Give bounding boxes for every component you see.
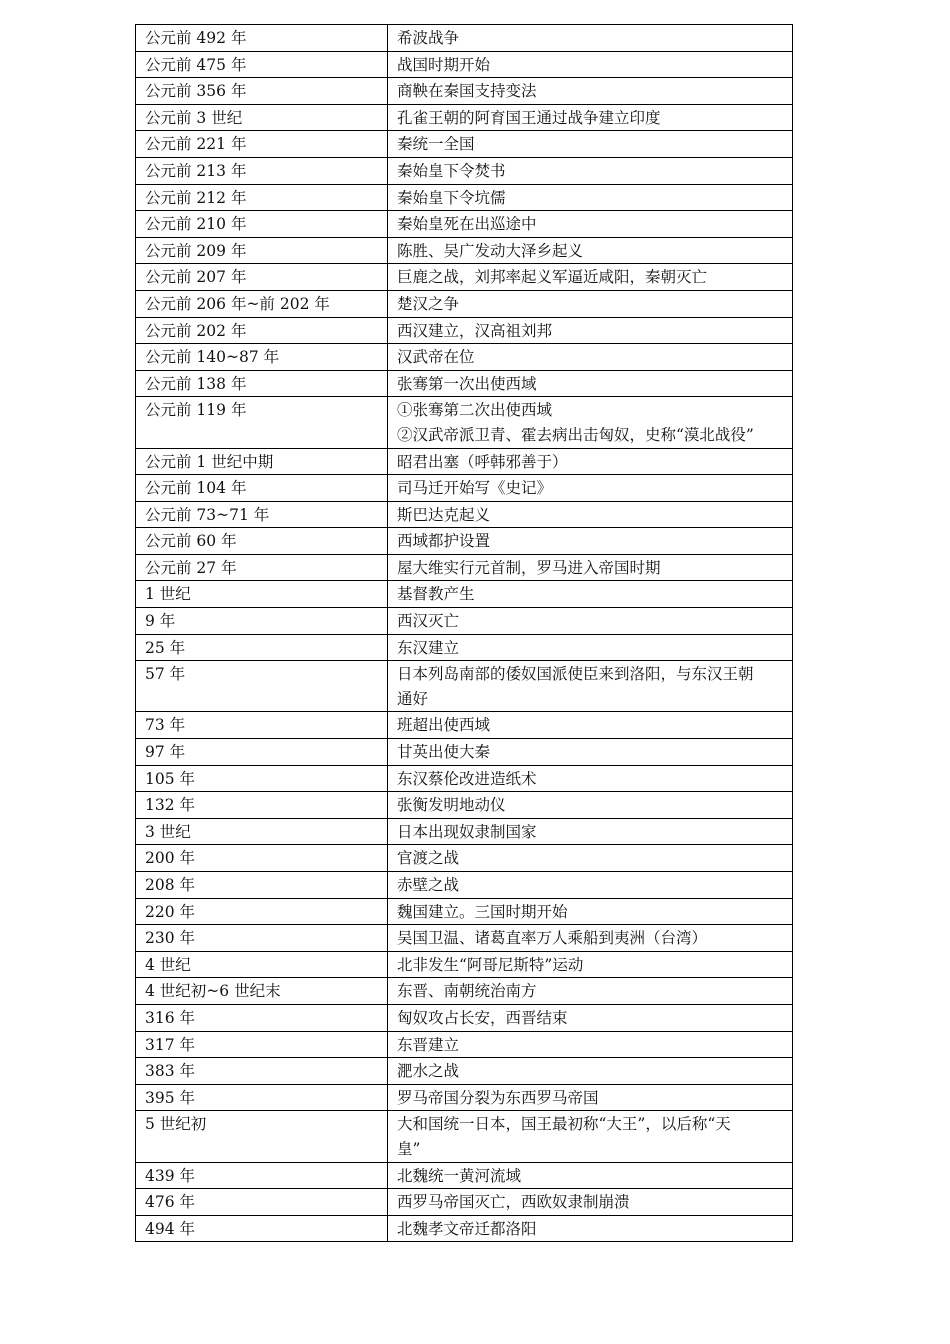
date-cell: 383 年	[136, 1058, 388, 1085]
table-row	[136, 344, 793, 371]
event-cell	[388, 792, 793, 819]
event-cell	[388, 661, 793, 712]
event-cell	[388, 51, 793, 78]
table-row	[136, 951, 793, 978]
date-cell: 公元前 212 年	[136, 184, 388, 211]
event-cell	[388, 370, 793, 397]
table-row	[136, 1084, 793, 1111]
event-text-line: 官渡之战	[397, 849, 460, 868]
event-cell	[388, 1162, 793, 1189]
table-row	[136, 1031, 793, 1058]
event-cell	[388, 898, 793, 925]
date-cell: 316 年	[136, 1004, 388, 1031]
event-text-line: 东汉蔡伦改进造纸术	[397, 769, 537, 788]
event-cell	[388, 712, 793, 739]
table-row	[136, 1058, 793, 1085]
table-row	[136, 397, 793, 448]
date-cell: 476 年	[136, 1189, 388, 1216]
table-row	[136, 1189, 793, 1216]
event-cell	[388, 317, 793, 344]
table-row	[136, 765, 793, 792]
date-cell: 230 年	[136, 925, 388, 952]
event-text-line: ①张骞第二次出使西域	[397, 401, 553, 420]
date-cell: 317 年	[136, 1031, 388, 1058]
event-text-line: 东晋建立	[397, 1035, 460, 1054]
event-text-line: 秦始皇死在出巡途中	[397, 215, 537, 234]
date-cell: 4 世纪初~6 世纪末	[136, 978, 388, 1005]
event-text-line: 西罗马帝国灭亡，西欧奴隶制崩溃	[397, 1193, 630, 1212]
date-cell: 9 年	[136, 608, 388, 635]
date-cell: 439 年	[136, 1162, 388, 1189]
event-cell	[388, 344, 793, 371]
event-text-line: 张骞第一次出使西域	[397, 374, 537, 393]
event-cell	[388, 978, 793, 1005]
event-cell	[388, 925, 793, 952]
table-row	[136, 845, 793, 872]
date-cell: 公元前 356 年	[136, 78, 388, 105]
table-row	[136, 475, 793, 502]
date-cell: 395 年	[136, 1084, 388, 1111]
event-text-line: 赤壁之战	[397, 876, 460, 894]
date-cell: 73 年	[136, 712, 388, 739]
event-cell	[388, 818, 793, 845]
table-row	[136, 51, 793, 78]
table-row	[136, 370, 793, 397]
table-row	[136, 501, 793, 528]
event-cell	[388, 1058, 793, 1085]
event-text-line: 西汉建立，汉高祖刘邦	[397, 321, 553, 340]
table-row	[136, 157, 793, 184]
event-cell	[388, 157, 793, 184]
date-cell: 220 年	[136, 898, 388, 925]
table-row	[136, 554, 793, 581]
event-cell	[388, 1111, 793, 1162]
date-cell: 公元前 60 年	[136, 528, 388, 555]
event-cell	[388, 290, 793, 317]
event-text-line: 西域都护设置	[397, 532, 491, 551]
date-cell: 公元前 207 年	[136, 264, 388, 291]
event-cell	[388, 845, 793, 872]
event-cell	[388, 264, 793, 291]
event-cell	[388, 131, 793, 158]
date-cell: 200 年	[136, 845, 388, 872]
table-row	[136, 78, 793, 105]
event-cell	[388, 104, 793, 131]
table-row	[136, 634, 793, 661]
event-cell	[388, 554, 793, 581]
table-row	[136, 1004, 793, 1031]
table-row	[136, 211, 793, 238]
event-cell	[388, 78, 793, 105]
table-row	[136, 104, 793, 131]
table-row	[136, 792, 793, 819]
date-cell: 公元前 221 年	[136, 131, 388, 158]
table-row	[136, 1111, 793, 1162]
event-cell	[388, 1189, 793, 1216]
date-cell: 公元前 492 年	[136, 25, 388, 52]
event-cell	[388, 872, 793, 899]
event-cell	[388, 211, 793, 238]
event-text-line: 秦始皇下令焚书	[397, 161, 506, 180]
table-row	[136, 978, 793, 1005]
event-text-line: 日本列岛南部的倭奴国派使臣来到洛阳，与东汉王朝	[397, 665, 754, 684]
event-cell	[388, 184, 793, 211]
event-cell	[388, 1031, 793, 1058]
event-text-line: 巨鹿之战，刘邦率起义军逼近咸阳，秦朝灭亡	[397, 268, 708, 287]
event-text-line: 甘英出使大秦	[397, 743, 491, 762]
event-cell	[388, 475, 793, 502]
event-text-line: 商鞅在秦国支持变法	[397, 82, 537, 101]
event-cell	[388, 501, 793, 528]
event-text-line: 东汉建立	[397, 638, 460, 657]
event-cell	[388, 397, 793, 448]
event-text-line: 希波战争	[397, 29, 460, 47]
event-text-line: ②汉武帝派卫青、霍去病出击匈奴，史称“漠北战役”	[397, 425, 754, 444]
date-cell: 公元前 73~71 年	[136, 501, 388, 528]
table-row	[136, 290, 793, 317]
event-text-line: 北非发生“阿哥尼斯特”运动	[397, 955, 584, 974]
event-cell	[388, 608, 793, 635]
date-cell: 208 年	[136, 872, 388, 899]
event-cell	[388, 1084, 793, 1111]
table-row	[136, 1162, 793, 1189]
event-text-line: 孔雀王朝的阿育国王通过战争建立印度	[397, 108, 661, 127]
event-text-line: 吴国卫温、诸葛直率万人乘船到夷洲（台湾）	[397, 929, 708, 948]
event-text-line: 通好	[397, 689, 429, 708]
event-text-line: 战国时期开始	[397, 55, 491, 74]
table-row	[136, 528, 793, 555]
date-cell: 公元前 213 年	[136, 157, 388, 184]
date-cell: 1 世纪	[136, 581, 388, 608]
event-text-line: 司马迁开始写《史记》	[397, 479, 553, 498]
event-text-line: 魏国建立。三国时期开始	[397, 902, 568, 921]
table-row	[136, 712, 793, 739]
event-cell	[388, 765, 793, 792]
event-text-line: 淝水之战	[397, 1062, 460, 1081]
date-cell: 公元前 140~87 年	[136, 344, 388, 371]
event-cell	[388, 951, 793, 978]
date-cell: 3 世纪	[136, 818, 388, 845]
table-row	[136, 872, 793, 899]
table-row	[136, 25, 793, 52]
date-cell: 公元前 202 年	[136, 317, 388, 344]
event-text-line: 昭君出塞（呼韩邪善于）	[397, 452, 568, 471]
date-cell: 97 年	[136, 739, 388, 766]
event-text-line: 陈胜、吴广发动大泽乡起义	[397, 241, 584, 260]
event-text-line: 西汉灭亡	[397, 612, 460, 631]
table-row	[136, 131, 793, 158]
table-row	[136, 925, 793, 952]
date-cell: 132 年	[136, 792, 388, 819]
table-row	[136, 237, 793, 264]
table-row	[136, 661, 793, 712]
table-row	[136, 264, 793, 291]
event-text-line: 斯巴达克起义	[397, 505, 491, 524]
date-cell: 公元前 209 年	[136, 237, 388, 264]
timeline-table-body	[136, 25, 793, 1242]
table-row	[136, 317, 793, 344]
event-text-line: 张衡发明地动仪	[397, 796, 506, 815]
date-cell: 公元前 1 世纪中期	[136, 448, 388, 475]
event-text-line: 皇”	[397, 1139, 421, 1158]
event-text-line: 北魏孝文帝迁都洛阳	[397, 1219, 537, 1238]
event-text-line: 罗马帝国分裂为东西罗马帝国	[397, 1088, 599, 1107]
event-cell	[388, 634, 793, 661]
date-cell: 公元前 3 世纪	[136, 104, 388, 131]
table-row	[136, 184, 793, 211]
event-cell	[388, 1004, 793, 1031]
event-text-line: 屋大维实行元首制，罗马进入帝国时期	[397, 558, 661, 577]
event-text-line: 楚汉之争	[397, 294, 460, 313]
event-cell	[388, 448, 793, 475]
date-cell: 25 年	[136, 634, 388, 661]
event-text-line: 匈奴攻占长安，西晋结束	[397, 1008, 568, 1027]
date-cell: 494 年	[136, 1215, 388, 1242]
date-cell: 公元前 27 年	[136, 554, 388, 581]
table-row	[136, 818, 793, 845]
event-text-line: 东晋、南朝统治南方	[397, 982, 537, 1001]
event-text-line: 日本出现奴隶制国家	[397, 822, 537, 841]
event-cell	[388, 528, 793, 555]
event-text-line: 秦始皇下令坑儒	[397, 188, 506, 207]
date-cell: 公元前 138 年	[136, 370, 388, 397]
event-text-line: 大和国统一日本，国王最初称“大王”，以后称“天	[397, 1115, 731, 1134]
event-cell	[388, 581, 793, 608]
date-cell: 公元前 475 年	[136, 51, 388, 78]
table-row	[136, 608, 793, 635]
event-text-line: 秦统一全国	[397, 135, 475, 154]
event-text-line: 北魏统一黄河流域	[397, 1166, 522, 1185]
date-cell: 公元前 210 年	[136, 211, 388, 238]
table-row	[136, 581, 793, 608]
date-cell: 5 世纪初	[136, 1111, 388, 1162]
history-timeline-table	[135, 24, 793, 1242]
date-cell: 公元前 119 年	[136, 397, 388, 448]
table-row	[136, 898, 793, 925]
date-cell: 105 年	[136, 765, 388, 792]
table-row	[136, 1215, 793, 1242]
date-cell: 公元前 206 年~前 202 年	[136, 290, 388, 317]
event-text-line: 基督教产生	[397, 585, 475, 604]
date-cell: 57 年	[136, 661, 388, 712]
date-cell: 4 世纪	[136, 951, 388, 978]
event-text-line: 汉武帝在位	[397, 348, 475, 367]
event-cell	[388, 25, 793, 52]
event-text-line: 班超出使西域	[397, 716, 491, 735]
event-cell	[388, 237, 793, 264]
event-cell	[388, 1215, 793, 1242]
table-row	[136, 739, 793, 766]
table-row	[136, 448, 793, 475]
event-cell	[388, 739, 793, 766]
date-cell: 公元前 104 年	[136, 475, 388, 502]
